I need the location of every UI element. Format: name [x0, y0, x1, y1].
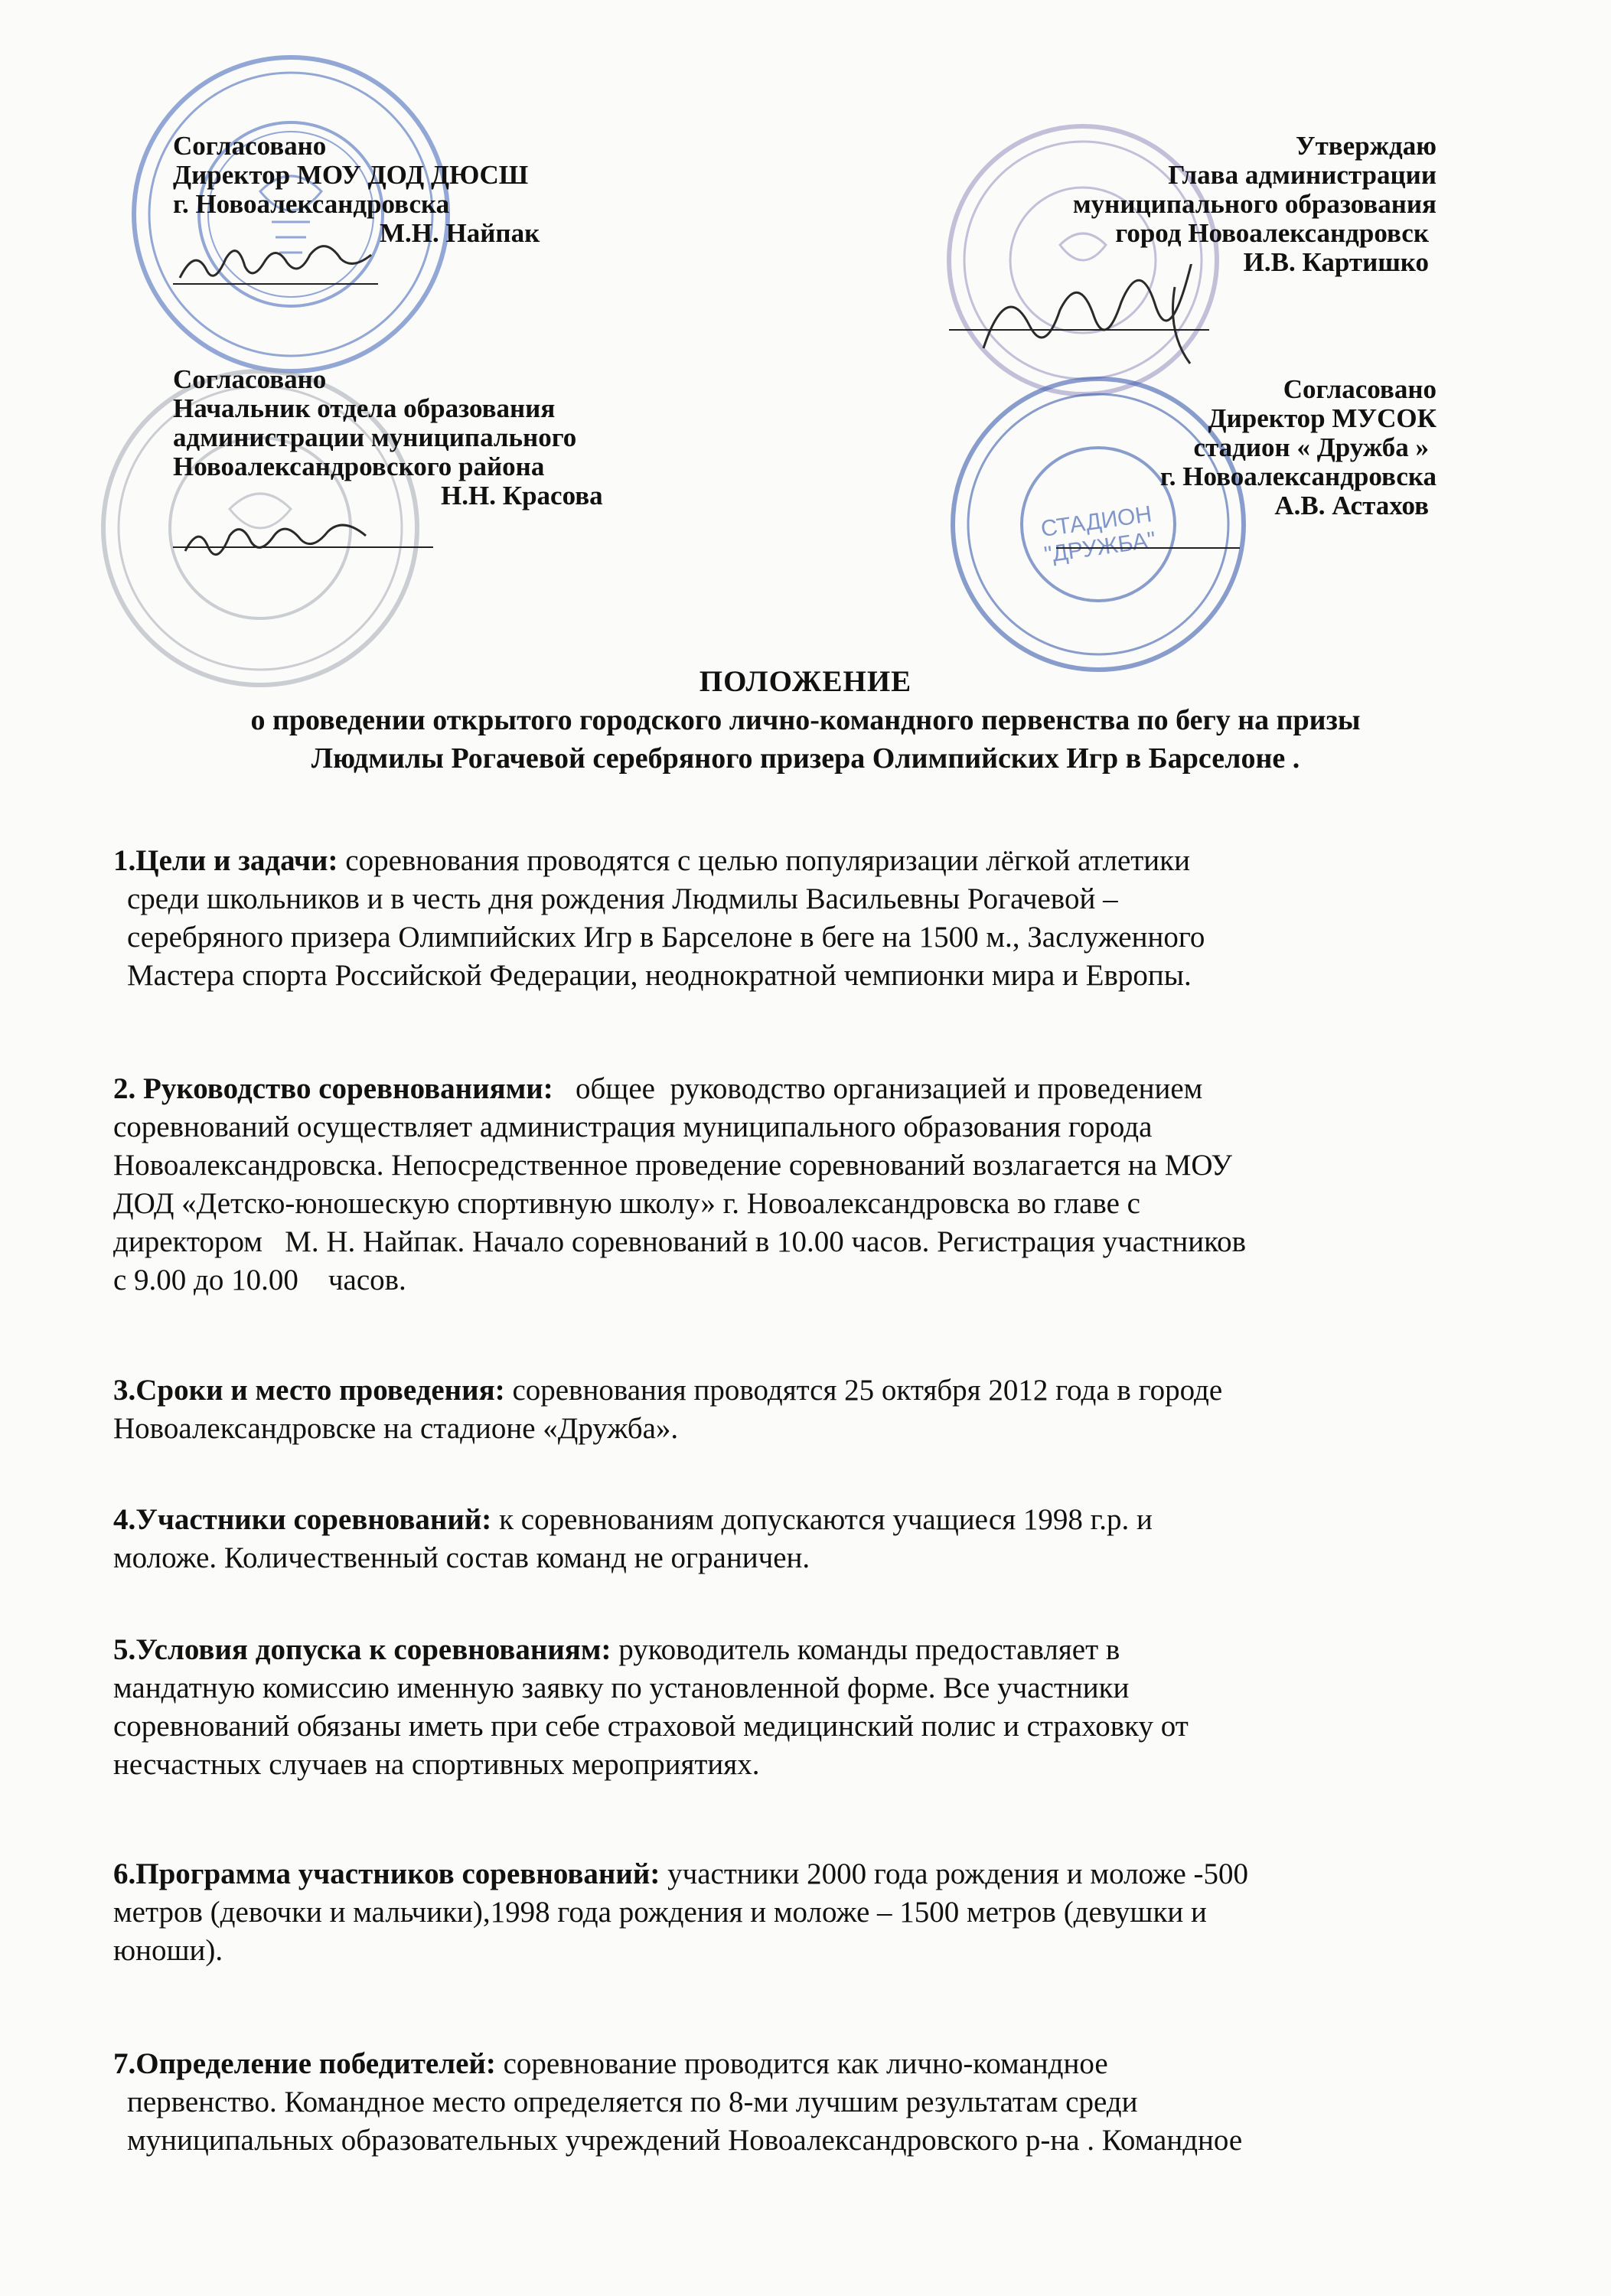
approval-status: Согласовано	[1283, 374, 1437, 404]
section-text: серебряного призера Олимпийских Игр в Барселоне в беге на 1500 м., Заслуженного	[127, 921, 1205, 954]
approval-position: Директор МУСОК	[1208, 403, 1437, 433]
section-text: соревнования проводятся с целью популяризации лёгкой атлетики	[338, 844, 1190, 877]
section-text: к соревнованиям допускаются учащиеся 1998 г.р. и	[491, 1503, 1153, 1536]
approval-position: Начальник отдела образования	[173, 393, 556, 423]
document-title-block	[0, 663, 1611, 778]
section-heading: 4.Участники соревнований:	[113, 1503, 492, 1536]
section-text: общее руководство организацией и проведением	[553, 1072, 1203, 1105]
approval-signer-name: А.В. Астахов	[1274, 491, 1429, 520]
approval-status: Согласовано	[173, 131, 327, 161]
section-text: мандатную комиссию именную заявку по установленной форме. Все участники	[113, 1671, 1130, 1704]
approval-signer-name: Н.Н. Красова	[441, 481, 603, 510]
section-text: соревнования проводятся 25 октября 2012 года в городе	[504, 1374, 1223, 1407]
section-text: среди школьников и в честь дня рождения Людмилы Васильевны Рогачевой –	[127, 882, 1118, 915]
section-text: руководитель команды предоставляет в	[611, 1633, 1120, 1666]
section-text: Новоалександровске на стадионе «Дружба».	[113, 1412, 679, 1445]
section-heading: 2. Руководство соревнованиями:	[113, 1072, 553, 1105]
document-title: ПОЛОЖЕНИЕ	[699, 665, 912, 698]
section-text: муниципальных образовательных учреждений Новоалександровского р-на . Командное	[127, 2124, 1243, 2157]
approval-position: стадион « Дружба »	[1193, 432, 1429, 462]
signature	[976, 264, 1228, 371]
section-participants	[113, 1501, 1153, 1577]
document-subtitle: о проведении открытого городского лично-командного первенства по бегу на призы	[250, 704, 1361, 736]
approval-position: г. Новоалександровска	[173, 189, 450, 219]
signature-line	[1056, 547, 1240, 549]
approval-block-stadium-director	[1160, 375, 1437, 520]
approval-position: администрации муниципального	[173, 422, 577, 452]
approval-position: муниципального образования	[1072, 189, 1437, 219]
section-text: метров (девочки и мальчики),1998 года рождения и моложе – 1500 метров (девушки и	[113, 1896, 1207, 1929]
section-text: юноши).	[113, 1934, 223, 1967]
section-text: соревнование проводится как лично-командное	[495, 2047, 1108, 2080]
section-program	[113, 1855, 1248, 1970]
section-admission-conditions	[113, 1631, 1189, 1784]
approval-block-head-of-administration	[1073, 132, 1437, 277]
section-winners	[113, 2045, 1242, 2160]
section-text: Новоалександровска. Непосредственное проведение соревнований возлагается на МОУ	[113, 1149, 1233, 1182]
signature-line	[173, 546, 433, 548]
section-text: соревнований обязаны иметь при себе страховой медицинский полис и страховку от	[113, 1710, 1189, 1743]
section-text: участники 2000 года рождения и моложе -500	[660, 1857, 1249, 1890]
signature-line	[173, 283, 378, 285]
signature	[176, 517, 406, 563]
section-heading: 5.Условия допуска к соревнованиям:	[113, 1633, 611, 1666]
approval-position: г. Новоалександровска	[1159, 461, 1437, 491]
section-text: ДОД «Детско-юношескую спортивную школу» г. Новоалександровска во главе с	[113, 1187, 1140, 1220]
section-text: соревнований осуществляет администрация муниципального образования города	[113, 1110, 1153, 1143]
approval-status: Согласовано	[173, 364, 327, 394]
approval-status: Утверждаю	[1295, 131, 1437, 161]
signature-line	[949, 329, 1209, 331]
approval-position: Глава администрации	[1168, 160, 1437, 190]
section-heading: 7.Определение победителей:	[113, 2047, 496, 2080]
signature	[172, 243, 386, 289]
approval-block-director-dyussh	[173, 132, 540, 248]
document-subtitle: Людмилы Рогачевой серебряного призера Олимпийских Игр в Барселоне .	[311, 742, 1300, 775]
section-text: с 9.00 до 10.00 часов.	[113, 1264, 406, 1296]
section-text: моложе. Количественный состав команд не ограничен.	[113, 1541, 810, 1574]
section-goals	[113, 842, 1205, 995]
approval-position: Директор МОУ ДОД ДЮСШ	[173, 160, 529, 190]
section-text: директором М. Н. Найпак. Начало соревнований в 10.00 часов. Регистрация участников	[113, 1225, 1247, 1258]
approval-block-education-department	[173, 365, 603, 510]
section-heading: 1.Цели и задачи:	[113, 844, 338, 877]
section-dates-and-venue	[113, 1371, 1222, 1448]
approval-position: Новоалександровского района	[173, 452, 545, 481]
section-heading: 3.Сроки и место проведения:	[113, 1374, 505, 1407]
section-management	[113, 1070, 1246, 1300]
section-text: несчастных случаев на спортивных мероприятиях.	[113, 1748, 760, 1781]
section-text: Мастера спорта Российской Федерации, неоднократной чемпионки мира и Европы.	[127, 959, 1192, 992]
approval-signer-name: И.В. Картишко	[1243, 247, 1429, 277]
section-text: первенство. Командное место определяется по 8-ми лучшим результатам среди	[127, 2086, 1138, 2118]
approval-signer-name: М.Н. Найпак	[380, 218, 540, 248]
stadium-stamp-text: СТАДИОН "ДРУЖБА"	[1039, 501, 1158, 568]
approval-position: город Новоалександровск	[1115, 218, 1429, 248]
section-heading: 6.Программа участников соревнований:	[113, 1857, 660, 1890]
